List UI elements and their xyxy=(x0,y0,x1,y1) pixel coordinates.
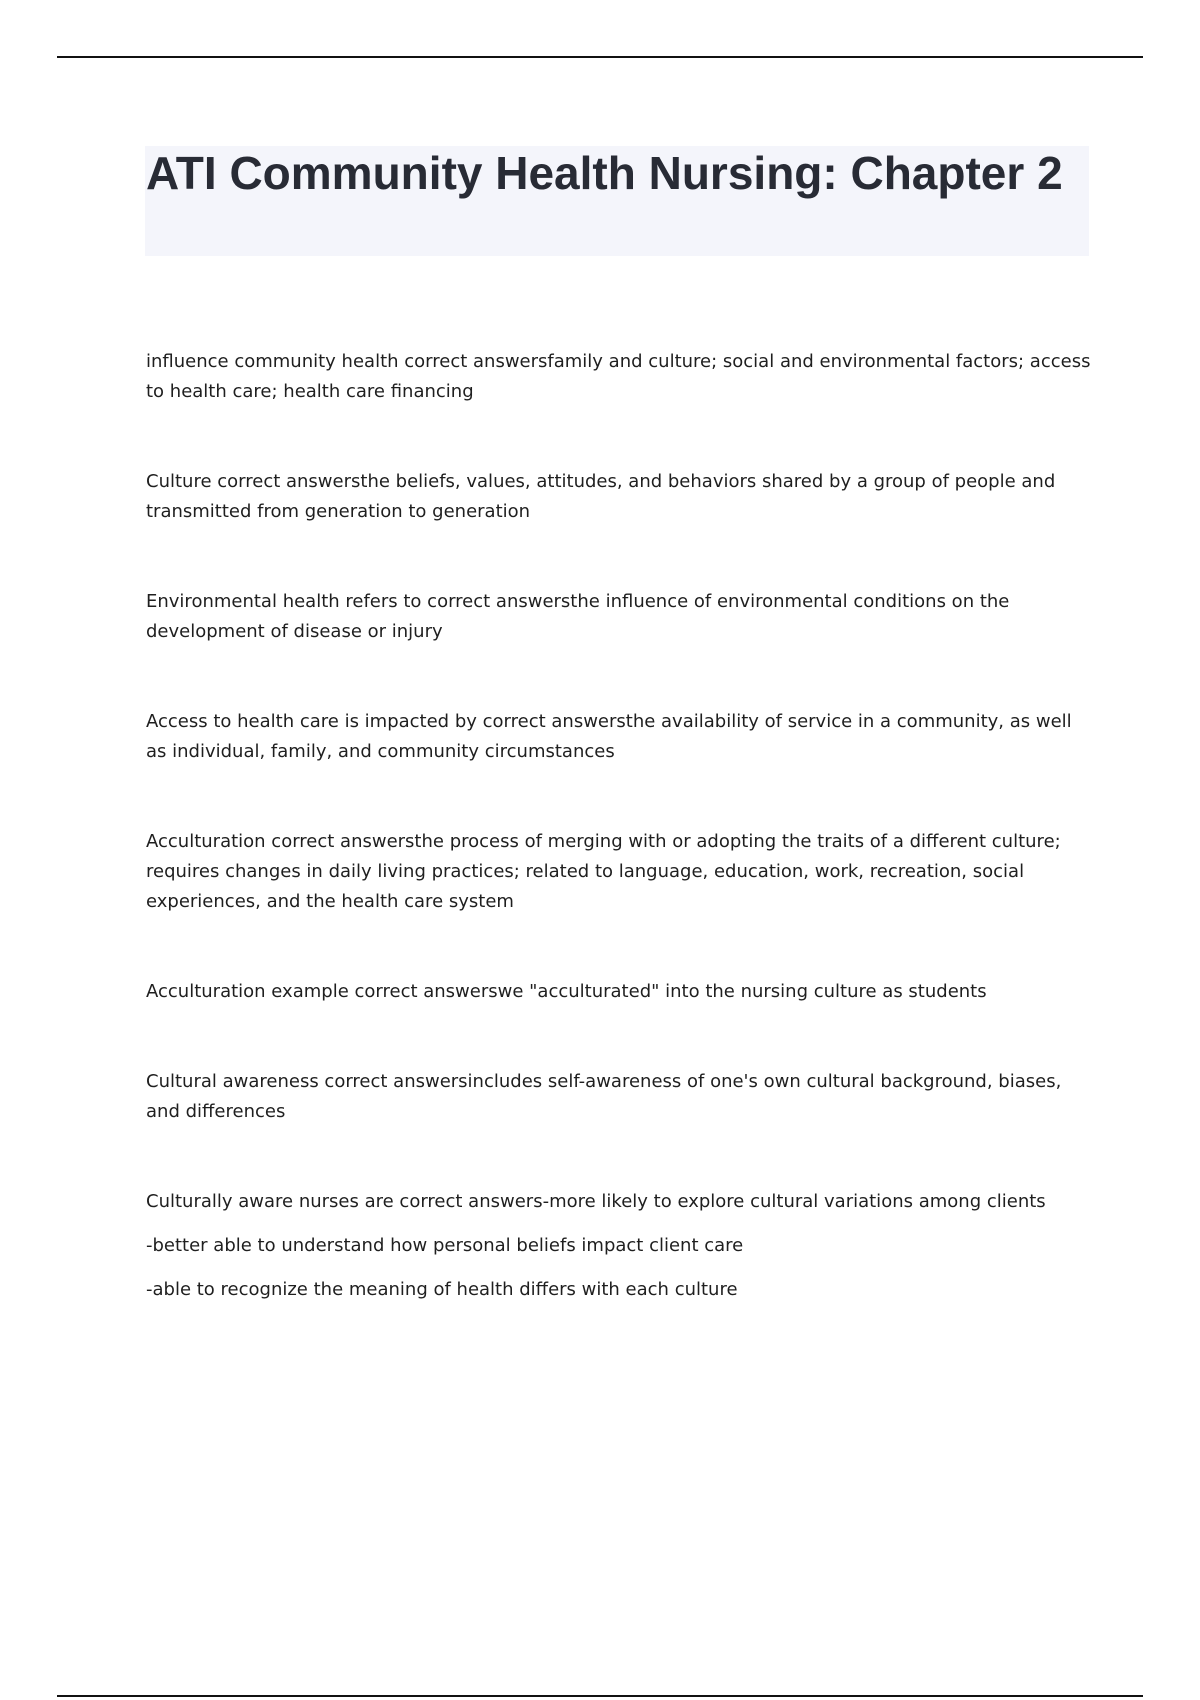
flashcard-entry: influence community health correct answersfamily and culture; social and environmental factors; access to health care; health care financing xyxy=(146,351,1091,402)
flashcard-entry: Culture correct answersthe beliefs, values, attitudes, and behaviors shared by a group of people and transmitted from generation to generation xyxy=(146,471,1056,522)
flashcard-entry-multiline xyxy=(146,1187,1091,1305)
flashcard-list xyxy=(146,347,1091,1365)
flashcard-entry: Cultural awareness correct answersincludes self-awareness of one's own cultural background, biases, and differences xyxy=(146,1071,1062,1122)
document-title: ATI Community Health Nursing: Chapter 2 xyxy=(146,147,1063,199)
flashcard-entry: Access to health care is impacted by correct answersthe availability of service in a community, as well as individual, family, and community circumstances xyxy=(146,711,1072,762)
entry-line: Culturally aware nurses are correct answers-more likely to explore cultural variations among clients xyxy=(146,1191,1046,1212)
flashcard-entry: Acculturation correct answersthe process of merging with or adopting the traits of a different culture; requires changes in daily living practices; related to language, education, work, recreation, social experiences, and the health care system xyxy=(146,831,1061,912)
entry-line: -able to recognize the meaning of health differs with each culture xyxy=(146,1279,738,1300)
flashcard-entry: Environmental health refers to correct answersthe influence of environmental conditions on the development of disease or injury xyxy=(146,591,1010,642)
flashcard-entry: Acculturation example correct answerswe "acculturated" into the nursing culture as students xyxy=(146,981,987,1002)
top-divider xyxy=(57,56,1143,58)
bottom-divider xyxy=(57,1695,1143,1697)
entry-line: -better able to understand how personal beliefs impact client care xyxy=(146,1235,744,1256)
